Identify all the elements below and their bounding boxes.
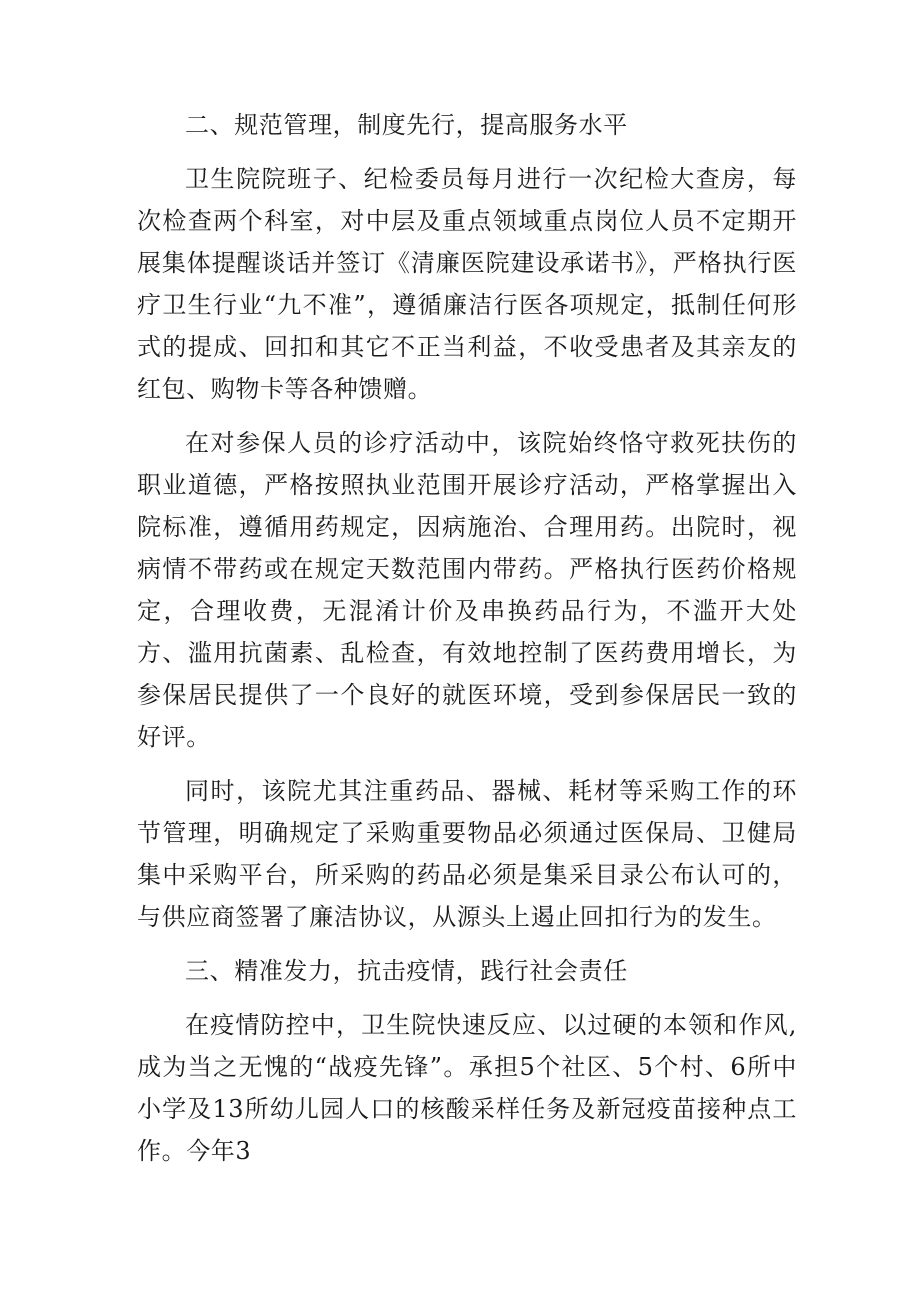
body-paragraph: 在对参保人员的诊疗活动中，该院始终恪守救死扶伤的职业道德，严格按照执业范围开展诊疗活动，严格掌握出入院标准，遵循用药规定，因病施治、合理用药。出院时，视病情不带药或在规定天数范围内带药。严格执行医药价格规定，合理收费，无混淆计价及串换药品行为，不滥开大处方、滥用抗菌素、乱检查，有效地控制了医药费用增长，为参保居民提供了一个良好的就医环境，受到参保居民一致的好评。: [137, 429, 797, 751]
section-heading-3: 三、精准发力，抗击疫情，践行社会责任: [185, 957, 628, 985]
body-paragraph: 同时，该院尤其注重药品、器械、耗材等采购工作的环节管理，明确规定了采购重要物品必须通过医保局、卫健局集中采购平台，所采购的药品必须是集采目录公布认可的，与供应商签署了廉洁协议，从源头上遏止回扣行为的发生。: [137, 777, 797, 931]
body-paragraph: 在疫情防控中，卫生院快速反应、以过硬的本领和作风,成为当之无愧的“战疫先锋”。承担5个社区、5个村、6所中小学及13所幼儿园人口的核酸采样任务及新冠疫苗接种点工作。今年3: [137, 1011, 797, 1165]
section-heading-2: 二、规范管理，制度先行，提高服务水平: [185, 111, 628, 139]
body-paragraph: 卫生院院班子、纪检委员每月进行一次纪检大查房，每次检查两个科室，对中层及重点领域重点岗位人员不定期开展集体提醒谈话并签订《清廉医院建设承诺书》，严格执行医疗卫生行业“九不准”，遵循廉洁行医各项规定，抵制任何形式的提成、回扣和其它不正当利益，不收受患者及其亲友的红包、购物卡等各种馈赠。: [137, 165, 797, 403]
document-body: [137, 104, 797, 1184]
